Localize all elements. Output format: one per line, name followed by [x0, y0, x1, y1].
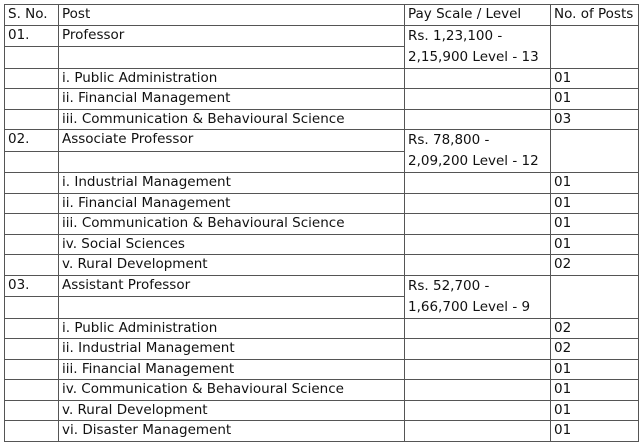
sno-empty — [5, 109, 59, 130]
discipline-name: v. Rural Development — [59, 255, 405, 276]
discipline-name: i. Public Administration — [59, 318, 405, 339]
table-row — [5, 193, 639, 214]
post-empty — [59, 151, 405, 173]
table-row — [5, 359, 639, 380]
table-row — [5, 400, 639, 421]
posts-count: 01 — [551, 193, 639, 214]
pay-empty — [405, 318, 551, 339]
sno-empty — [5, 339, 59, 360]
pay-scale — [405, 275, 551, 318]
table-row — [5, 339, 639, 360]
post-empty — [59, 297, 405, 319]
pay-empty — [405, 109, 551, 130]
sno-empty — [5, 173, 59, 194]
posts-empty — [551, 130, 639, 173]
posts-count: 01 — [551, 214, 639, 235]
posts-count: 01 — [551, 400, 639, 421]
vacancy-table-container — [4, 4, 639, 442]
posts-count: 01 — [551, 89, 639, 110]
discipline-name: i. Public Administration — [59, 68, 405, 89]
table-row — [5, 68, 639, 89]
pay-empty — [405, 359, 551, 380]
sno-empty — [5, 297, 59, 319]
discipline-name: iii. Communication & Behavioural Science — [59, 109, 405, 130]
serial-number: 02. — [5, 130, 59, 152]
posts-count: 01 — [551, 380, 639, 401]
posts-empty — [551, 25, 639, 68]
pay-scale-line1: Rs. 1,23,100 - — [408, 27, 503, 44]
pay-empty — [405, 68, 551, 89]
discipline-name: ii. Industrial Management — [59, 339, 405, 360]
sno-empty — [5, 234, 59, 255]
pay-scale-line2: 1,66,700 Level - 9 — [408, 298, 531, 315]
pay-scale-line2: 2,09,200 Level - 12 — [408, 153, 539, 169]
pay-empty — [405, 255, 551, 276]
pay-empty — [405, 173, 551, 194]
pay-scale — [405, 25, 551, 68]
pay-scale-line1: Rs. 78,800 - — [408, 132, 490, 148]
pay-scale — [405, 130, 551, 173]
table-row — [5, 380, 639, 401]
table-row — [5, 214, 639, 235]
post-empty — [59, 47, 405, 69]
pay-empty — [405, 214, 551, 235]
posts-count: 01 — [551, 234, 639, 255]
sno-empty — [5, 400, 59, 421]
table-row — [5, 421, 639, 442]
post-title: Professor — [59, 25, 405, 47]
sno-empty — [5, 47, 59, 69]
post-title: Assistant Professor — [59, 275, 405, 297]
sno-empty — [5, 359, 59, 380]
serial-number: 01. — [5, 25, 59, 47]
header-sno: S. No. — [5, 5, 59, 26]
posts-count: 02 — [551, 318, 639, 339]
table-row — [5, 109, 639, 130]
discipline-name: ii. Financial Management — [59, 89, 405, 110]
posts-count: 03 — [551, 109, 639, 130]
posts-count: 02 — [551, 255, 639, 276]
header-no-of-posts: No. of Posts — [551, 5, 639, 26]
discipline-name: iii. Communication & Behavioural Science — [59, 214, 405, 235]
table-row — [5, 234, 639, 255]
posts-count: 02 — [551, 339, 639, 360]
discipline-name: vi. Disaster Management — [59, 421, 405, 442]
pay-scale-line1: Rs. 52,700 - — [408, 277, 490, 294]
sno-empty — [5, 318, 59, 339]
posts-count: 01 — [551, 173, 639, 194]
sno-empty — [5, 193, 59, 214]
pay-empty — [405, 193, 551, 214]
pay-empty — [405, 89, 551, 110]
pay-empty — [405, 400, 551, 421]
table-row — [5, 255, 639, 276]
table-row — [5, 173, 639, 194]
sno-empty — [5, 255, 59, 276]
discipline-name: iv. Communication & Behavioural Science — [59, 380, 405, 401]
table-row — [5, 89, 639, 110]
group-row — [5, 275, 639, 297]
header-row — [5, 5, 639, 26]
pay-empty — [405, 421, 551, 442]
posts-count: 01 — [551, 359, 639, 380]
serial-number: 03. — [5, 275, 59, 297]
sno-empty — [5, 89, 59, 110]
posts-count: 01 — [551, 68, 639, 89]
sno-empty — [5, 214, 59, 235]
vacancy-table — [4, 4, 639, 442]
sno-empty — [5, 380, 59, 401]
post-title: Associate Professor — [59, 130, 405, 152]
pay-empty — [405, 339, 551, 360]
discipline-name: v. Rural Development — [59, 400, 405, 421]
posts-count: 01 — [551, 421, 639, 442]
sno-empty — [5, 68, 59, 89]
pay-scale-line2: 2,15,900 Level - 13 — [408, 48, 539, 65]
pay-empty — [405, 234, 551, 255]
discipline-name: ii. Financial Management — [59, 193, 405, 214]
header-pay-scale: Pay Scale / Level — [405, 5, 551, 26]
group-row — [5, 25, 639, 47]
table-row — [5, 318, 639, 339]
header-post: Post — [59, 5, 405, 26]
discipline-name: i. Industrial Management — [59, 173, 405, 194]
posts-empty — [551, 275, 639, 318]
discipline-name: iv. Social Sciences — [59, 234, 405, 255]
pay-empty — [405, 380, 551, 401]
group-row — [5, 130, 639, 152]
sno-empty — [5, 421, 59, 442]
sno-empty — [5, 151, 59, 173]
discipline-name: iii. Financial Management — [59, 359, 405, 380]
